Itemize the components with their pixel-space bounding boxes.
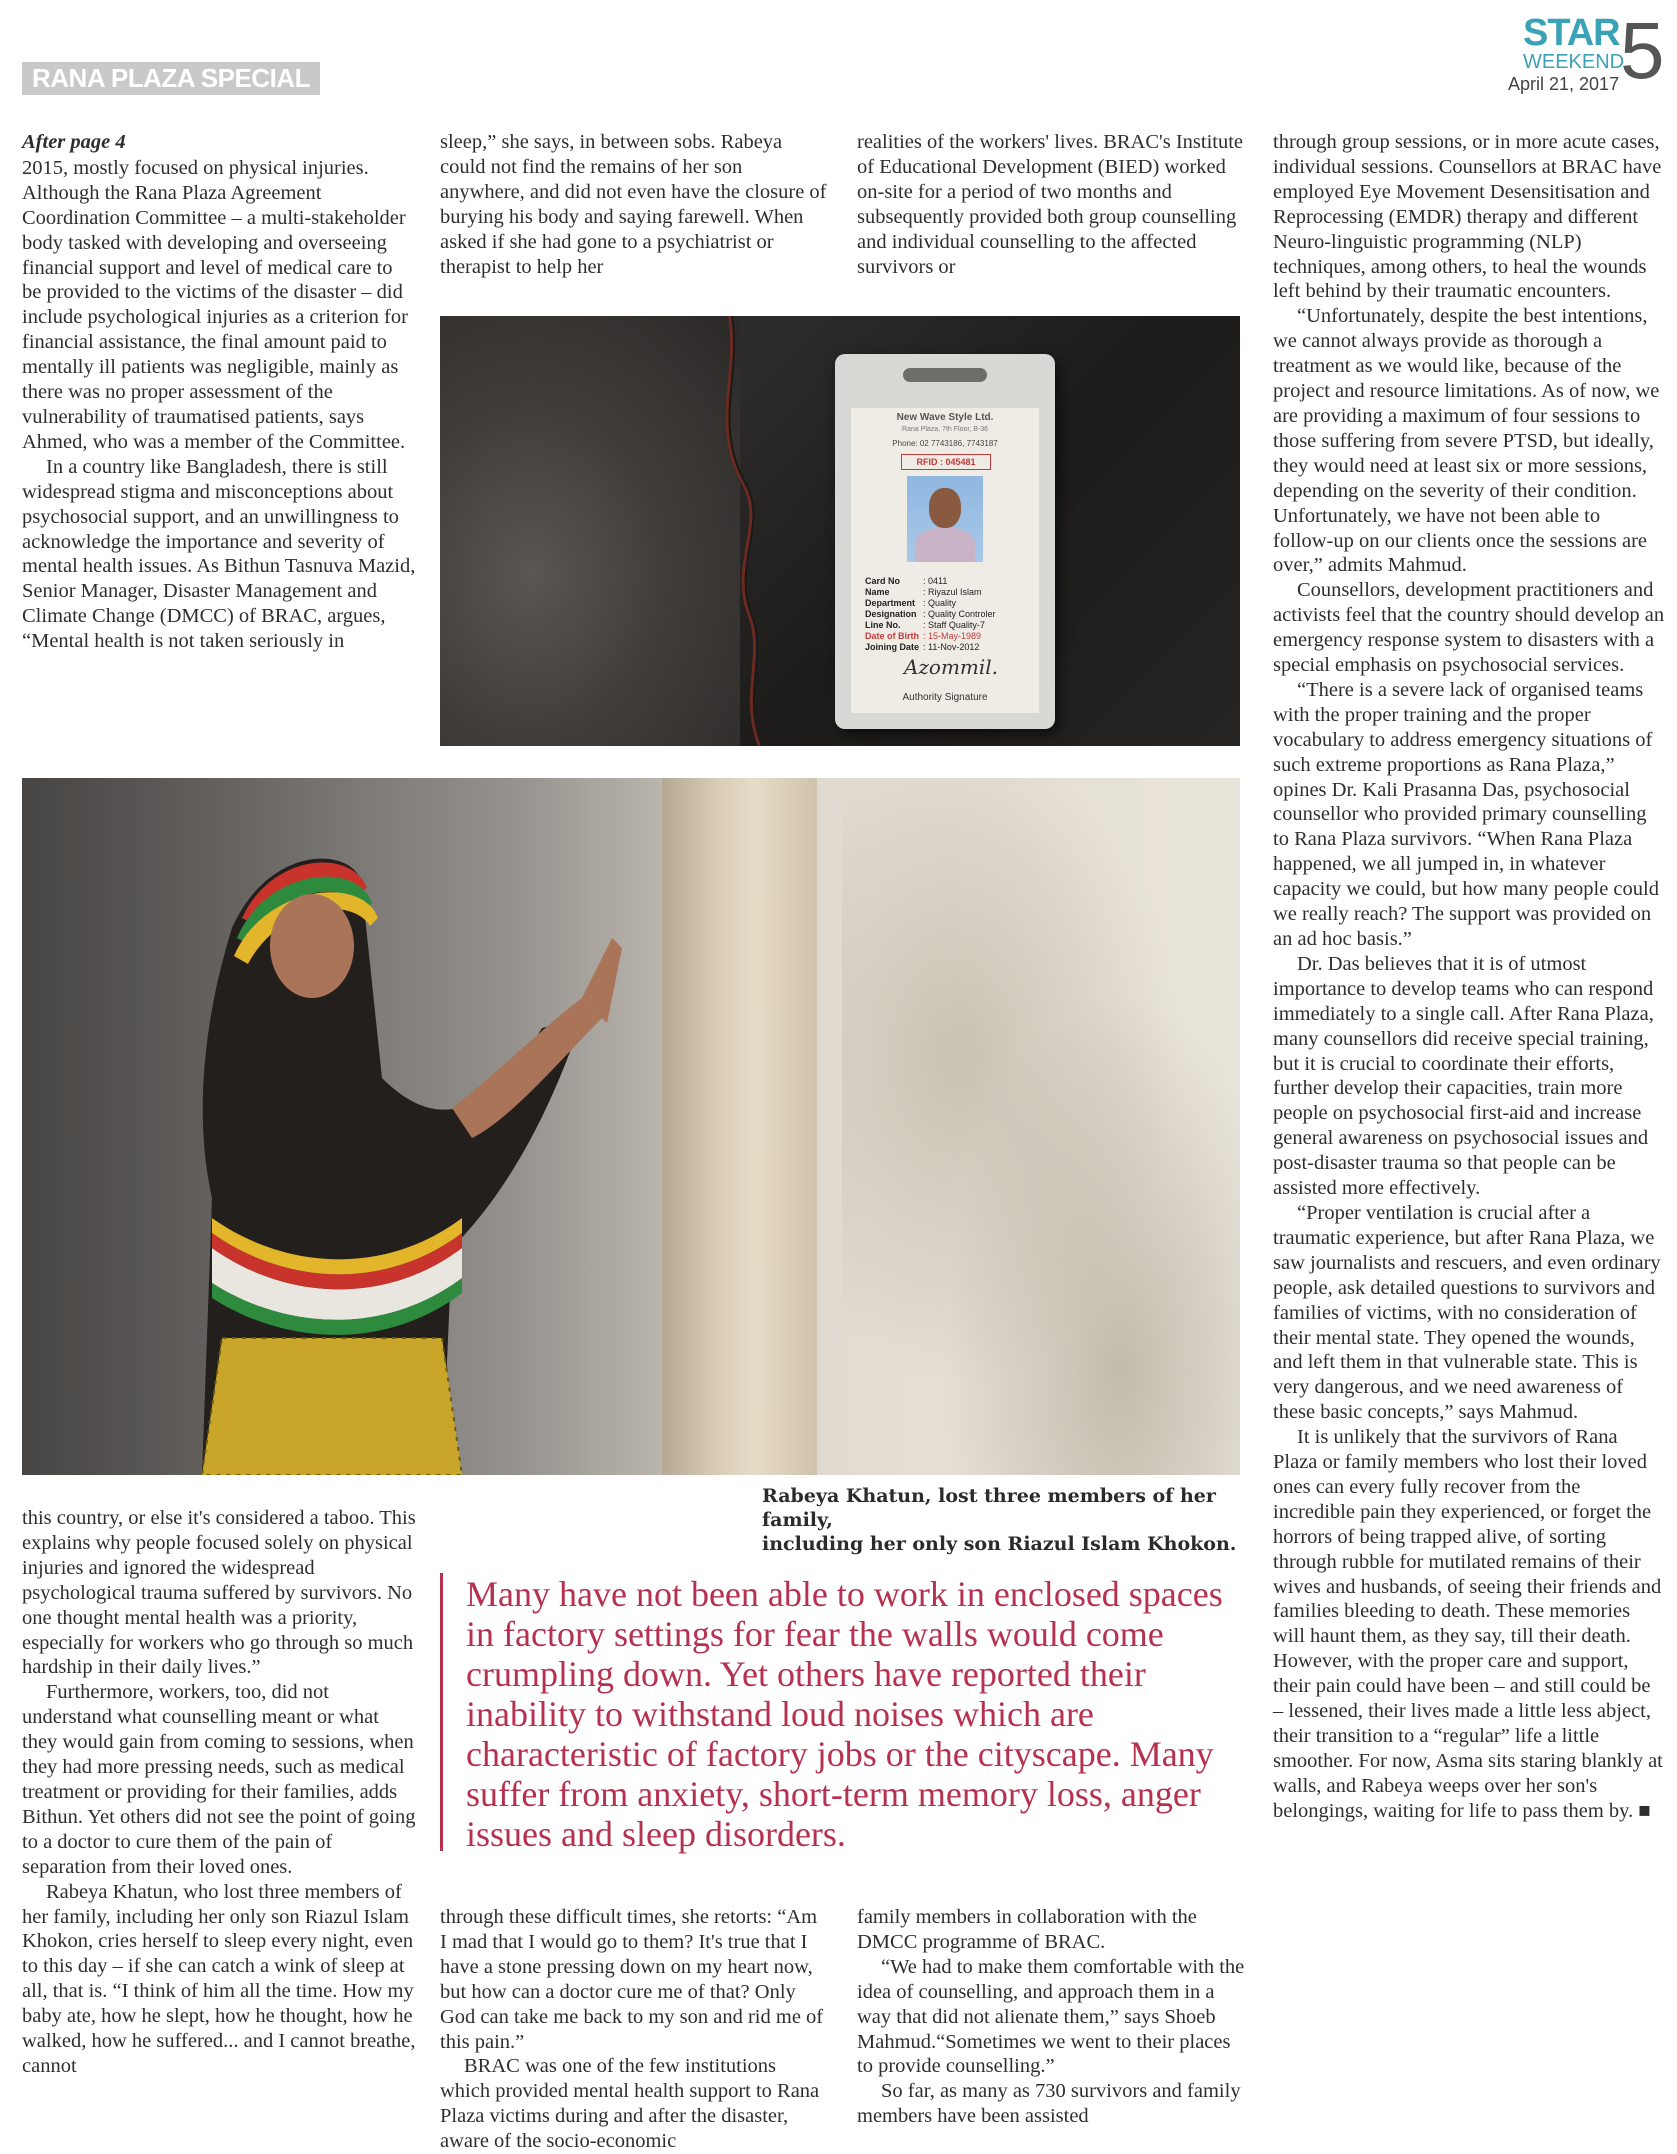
pullquote: Many have not been able to work in enclosed spaces in factory settings for fear the walls would come crumpling down. Yet others have reported their inability to withstand loud noises which are characteristic of factory jobs or the cityscape. Many suffer from anxiety, short-term memory loss, anger issues and sleep disorders. [466, 1574, 1223, 1854]
id-field-row: Department : Quality [865, 598, 957, 608]
article-paragraph: In a country like Bangladesh, there is still widespread stigma and misconceptions about psychosocial support, and an unwillingness to acknowledge the importance and severity of mental health issues. As Bithun Tasnuva Mazid, Senior Manager, Disaster Management and Climate Change (DMCC) of BRAC, argues, “Mental health is not taken seriously in [22, 455, 416, 653]
id-signature: Azommil. [903, 655, 999, 679]
id-authority-label: Authority Signature [902, 692, 988, 703]
article-paragraph: “We had to make them comfortable with the idea of counselling, and approach them in a way that did not alienate them,” says Shoeb Mahmud.“Sometimes we went to their places to provide counselling.” [857, 1955, 1245, 2078]
article-column-1-bottom [22, 1506, 417, 2079]
id-fields [865, 576, 1035, 653]
lanyard-slot [903, 368, 987, 382]
id-card [835, 354, 1055, 729]
id-field-row: Joining Date : 11-Nov-2012 [865, 642, 980, 652]
article-paragraph: So far, as many as 730 survivors and family members have been assisted [857, 2080, 1241, 2128]
wall-stains [842, 778, 1240, 1475]
article-column-2-top [440, 130, 828, 279]
issue-date: April 21, 2017 [1508, 74, 1620, 94]
article-column-2-bottom [440, 1905, 828, 2154]
pullquote-rule [440, 1573, 443, 1851]
article-column-4 [1273, 130, 1665, 1824]
article-paragraph: through these difficult times, she retorts: “Am I mad that I would go to them? It's true that I have a stone pressing down on my heart now, but how can a doctor cure me of that? Only God can take me back to my son and rid me of this pain.” [440, 1906, 824, 2053]
article-paragraph: this country, or else it's considered a taboo. This explains why people focused solely on physical injuries and ignored the widespread psychological trauma suffered by survivors. No one thought mental health was a priority, especially for workers who go through so much hardship in their daily lives.” [22, 1507, 416, 1679]
id-company: New Wave Style Ltd. [896, 412, 994, 423]
id-rfid: RFID : 045481 [901, 454, 991, 470]
article-column-3-bottom [857, 1905, 1245, 2129]
id-field-row: Name : Riyazul Islam [865, 587, 982, 597]
page-number: 5 [1620, 6, 1665, 95]
article-paragraph: “Unfortunately, despite the best intentions, we cannot always provide as thorough a treatment as we would like, because of the project and resource limitations. As of now, we are providing a maximum of four sessions to those suffering from severe PTSD, but ideally, they would need at least six or more sessions, depending on the severity of their condition. Unfortunately, we have not been able to follow-up on our clients once the sessions are over,” admits Mahmud. [1273, 305, 1660, 577]
id-field-row: Card No : 0411 [865, 576, 948, 586]
article-paragraph: through group sessions, or in more acute cases, individual sessions. Counsellors at BRAC have employed Eye Movement Desensitisation and Reprocessing (EMDR) therapy and different Neuro-linguistic programming (NLP) techniques, among others, to heal the wounds left behind by their traumatic encounters. [1273, 131, 1662, 303]
article-paragraph: 2015, mostly focused on physical injuries. Although the Rana Plaza Agreement Coordination Committee – a multi-stakeholder body tasked with developing and overseeing financial support and level of medical care to be provided to the victims of the disaster – did include psychological injuries as a criterion for financial assistance, the final amount paid to mentally ill patients was negligible, mainly as there was no proper assessment of the vulnerability of traumatised patients, says Ahmed, who was a member of the Committee. [22, 156, 408, 453]
id-phone: Phone: 02 7743186, 7743187 [892, 439, 998, 448]
id-field-row: Line No. : Staff Quality-7 [865, 620, 985, 630]
brand-star: STAR [1523, 12, 1620, 54]
article-paragraph: realities of the workers' lives. BRAC's Institute of Educational Development (BIED) worked on-site for a period of two months and subsequently provided both group counselling and individual counselling to the affected survivors or [857, 131, 1244, 278]
id-address: Rana Plaza, 7th Floor, B-36 [902, 426, 988, 433]
continued-from-kicker: After page 4 [22, 131, 126, 153]
caption-line: including her only son Riazul Islam Khokon. [762, 1533, 1237, 1555]
photo-caption [762, 1484, 1242, 1556]
section-tag: RANA PLAZA SPECIAL [22, 62, 320, 95]
article-paragraph: “Proper ventilation is crucial after a traumatic experience, but after Rana Plaza, we saw journalists and rescuers, and even ordinary people, ask detailed questions to survivors and families of victims, with no consideration of their mental state. They opened the wounds, and left them in that vulnerable state. This is very dangerous, and we need awareness of these basic concepts,” says Mahmud. [1273, 1201, 1661, 1424]
article-column-3-top [857, 130, 1245, 279]
article-paragraph: Rabeya Khatun, who lost three members of her family, including her only son Riazul Islam Khokon, cries herself to sleep every night, even to this day – if she can catch a wink of sleep at all, that is. “I think of him all the time. How my baby ate, how he slept, how he thought, how he walked, how he suffered... and I cannot breathe, cannot [22, 1880, 416, 2077]
brand-weekend: WEEKEND [1523, 51, 1625, 73]
id-portrait [907, 476, 983, 562]
article-paragraph: Counsellors, development practitioners and activists feel that the country should develop an emergency response system to disasters with a special emphasis on psychosocial services. [1273, 579, 1665, 677]
article-paragraph: “There is a severe lack of organised teams with the proper training and the proper vocabulary to address emergency situations of such extreme proportions as Rana Plaza,” opines Dr. Kali Prasanna Das, psychosocial counsellor who provided primary counselling to Rana Plaza survivors. “When Rana Plaza happened, we all jumped in, in whatever capacity we could, but how many people could we really reach? The support was provided on an ad hoc basis.” [1273, 678, 1659, 950]
caption-line: Rabeya Khatun, lost three members of her family, [762, 1485, 1216, 1531]
publication-masthead [1508, 6, 1665, 95]
id-field-row: Date of Birth : 15-May-1989 [865, 631, 982, 641]
article-paragraph: It is unlikely that the survivors of Rana Plaza or family members who lost their loved ones can every fully recover from the incredible pain they experienced, or forget the horrors of being trapped alive, of sorting through rubble for mutilated remains of their wives and husbands, of seeing their friends and families bleeding to death. These memories will haunt them, as they say, till their death. However, with the proper care and support, their pain could have been – and still could be – lessened, their lives made a little less abject, their transition to a “regular” life a little smoother. For now, Asma sits staring blankly at walls, and Rabeya weeps over her son's belongings, waiting for life to pass them by. ■ [1273, 1426, 1663, 1822]
id-card-photo [440, 316, 1240, 746]
article-column-1-top [22, 130, 417, 654]
id-card-face [851, 408, 1039, 713]
article-paragraph: BRAC was one of the few institutions which provided mental health support to Rana Plaza victims during and after the disaster, aware of the socio-economic [440, 2055, 820, 2153]
article-paragraph: family members in collaboration with the DMCC programme of BRAC. [857, 1906, 1197, 1953]
floor-crack [670, 316, 810, 746]
portrait-shirt [915, 528, 975, 562]
article-paragraph: Furthermore, workers, too, did not understand what counselling meant or what they would gain from coming to sessions, when they had more pressing needs, such as medical treatment or providing for their families, adds Bithun. Yet others did not see the point of going to a doctor to cure them of the pain of separation from their loved ones. [22, 1681, 416, 1878]
id-field-row: Designation : Quality Controler [865, 609, 996, 619]
article-paragraph: sleep,” she says, in between sobs. Rabeya could not find the remains of her son anywhere, and did not even have the closure of burying his body and saying farewell. When asked if she had gone to a psychiatrist or therapist to help her [440, 131, 827, 278]
portrait-photo [22, 778, 1240, 1475]
article-paragraph: Dr. Das believes that it is of utmost importance to develop teams who can respond immediately to a single call. After Rana Plaza, many counsellors did receive special training, but it is crucial to coordinate their efforts, further develop their capacities, train more people on psychosocial first-aid and increase general awareness on psychosocial issues and post-disaster trauma so that people can be assisted more effectively. [1273, 952, 1654, 1200]
woman-figure [22, 778, 722, 1475]
portrait-head [929, 488, 961, 528]
